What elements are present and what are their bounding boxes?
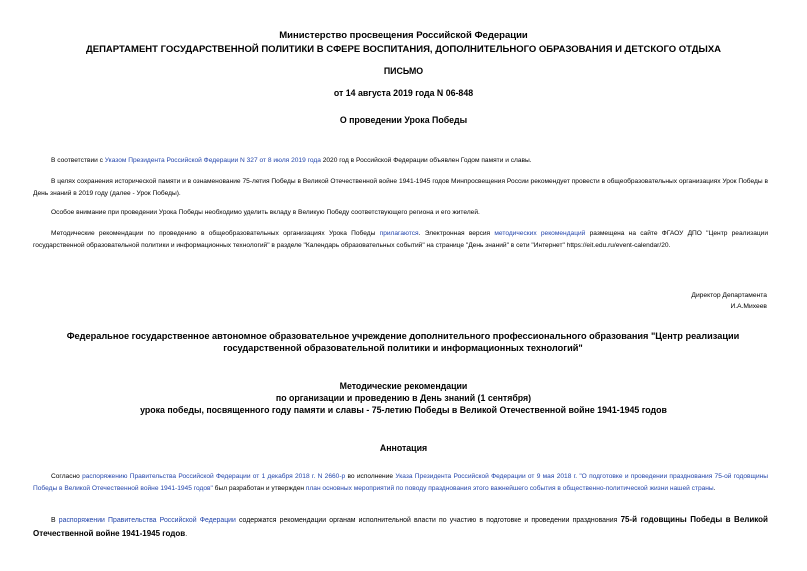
text-fragment: Методические рекомендации по проведению в общеобразовательных организациях Урока Победы [51,230,380,237]
ministry-title: Министерство просвещения Российской Федерации [279,30,528,41]
document-date-number: от 14 августа 2019 года N 06-848 [333,88,474,98]
letter-paragraph-2: В целях сохранения исторической памяти и в ознаменование 75-летия Победы в Великой Отечественной войне 1941-1945 годов Минпросвещения России рекомендует провести в общеобразовательных организациях Урок Победы в День знаний в 2019 году (далее - Урок Победы). [33,178,768,197]
text-fragment: содержатся рекомендации органам исполнительной власти по участию в подготовке и проведении празднования [235,517,621,524]
annotation-paragraph-1 [33,471,768,494]
signature-name: И.А.Михеев [730,303,767,310]
recommendations-subtitle-1: по организации и проведению в День знаний (1 сентября) [275,393,532,403]
department-title: ДЕПАРТАМЕНТ ГОСУДАРСТВЕННОЙ ПОЛИТИКИ В СФЕРЕ ВОСПИТАНИЯ, ДОПОЛНИТЕЛЬНОГО ОБРАЗОВАНИЯ И ДЕТСКОГО ОТДЫХА [85,44,722,55]
anniversary-bold-text: 75-й годовщины Победы в Великой Отечественной войне 1941-1945 годов [33,515,768,538]
annotation-heading: Аннотация [379,443,428,453]
annotation-paragraph-2 [33,513,768,541]
text-fragment: . [713,484,716,492]
text-fragment: 2020 год в Российской Федерации объявлен Годом памяти и славы. [320,157,532,164]
recommendations-link[interactable]: методических рекомендаций [494,230,586,237]
attachment-link[interactable]: прилагаются [379,230,419,237]
text-fragment: . [185,531,188,538]
text-fragment: Согласно [51,473,83,480]
text-fragment: размещена на сайте ФГАОУ ДПО "Центр реализации государственной образовательной политики и информационных технологий" в разделе "Календарь образовательных событий" на странице "День знаний" в сети "Интернет" https://eit.edu.ru/event-calendar/20. [33,230,769,249]
recommendations-subtitle-2: урока победы, посвященного году памяти и славы - 75-летию Победы в Великой Отечественной войне 1941-1945 годов [140,405,667,415]
document-subject: О проведении Урока Победы [339,115,468,125]
letter-paragraph-1 [33,155,768,167]
document-type: ПИСЬМО [383,66,424,76]
signature-title: Директор Департамента [691,292,767,299]
decree-link[interactable]: Указом Президента Российской Федерации N 327 от 8 июля 2019 года [104,157,321,164]
text-fragment: . Электронная версия [418,230,495,237]
letter-paragraph-3: Особое внимание при проведении Урока Победы необходимо уделить вкладу в Великую Победу соответствующего региона и его жителей. [51,209,480,216]
events-plan-link[interactable]: план основных мероприятий по поводу празднования этого важнейшего события в общественно-политической жизни нашей страны [305,484,714,492]
institution-name: Федеральное государственное автономное образовательное учреждение дополнительного профессионального образования "Центр реализации государственной образовательной политики и информационных технологий" [66,331,740,353]
government-order-link-2[interactable]: распоряжении Правительства Российской Федерации [58,517,236,524]
text-fragment: был разработан и утвержден [212,484,306,492]
recommendations-title: Методические рекомендации [339,381,468,391]
presidential-decree-link[interactable]: Указа Президента Российской Федерации от 9 мая 2018 г. "О подготовке и проведении празднования 75-ой годовщины Победы в Великой Отечественной войне 1941-1945 годов" [33,473,769,492]
text-fragment: во исполнение [345,473,396,480]
text-fragment: В [51,517,59,524]
letter-paragraph-4 [33,228,768,251]
text-fragment: В соответствии с [51,157,105,164]
government-order-link[interactable]: распоряжению Правительства Российской Федерации от 1 декабря 2018 г. N 2660-р [82,473,346,480]
